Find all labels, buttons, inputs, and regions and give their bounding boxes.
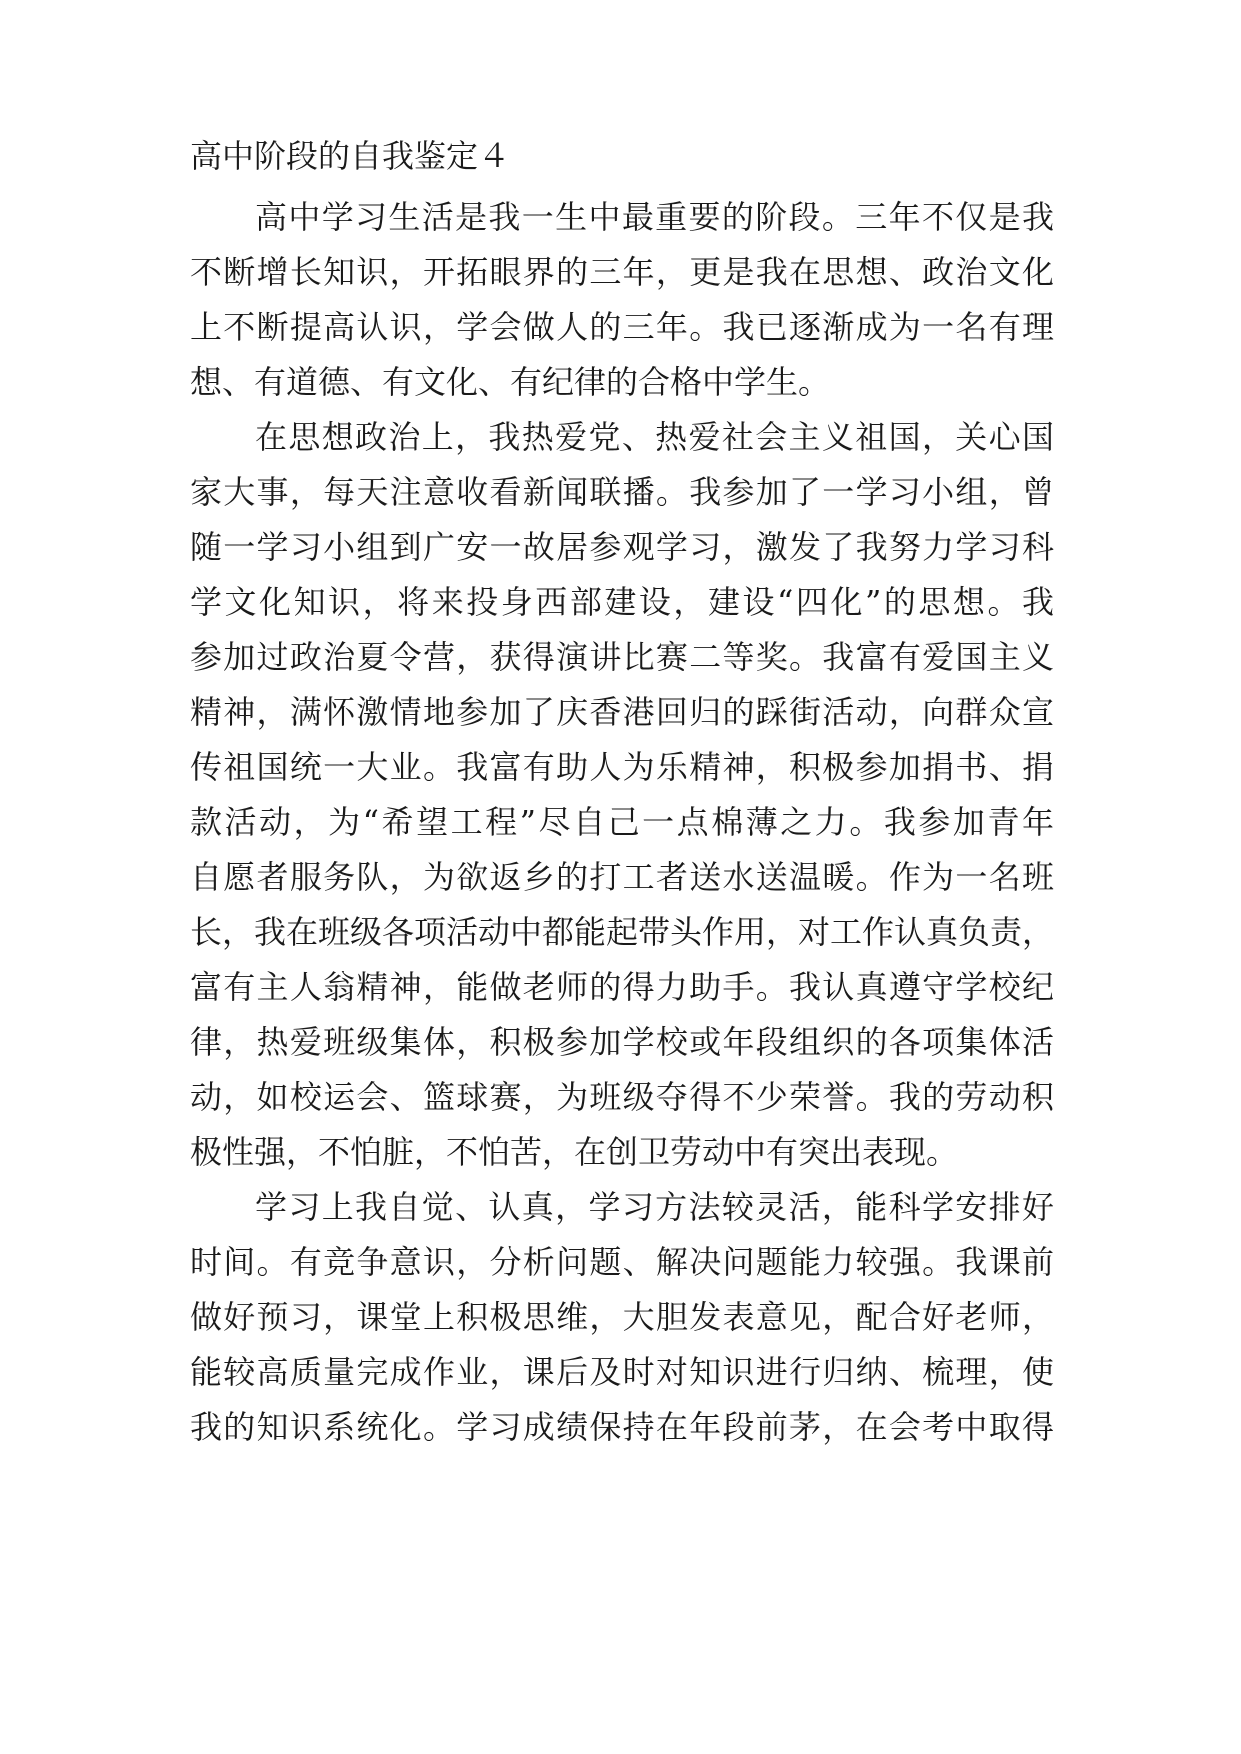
paragraph-line: 想、有道德、有文化、有纪律的合格中学生。 xyxy=(190,363,831,401)
paragraph-line: 我的知识系统化。学习成绩保持在年段前茅，在会考中取得 xyxy=(190,1408,1054,1446)
document-title: 高中阶段的自我鉴定４ xyxy=(190,137,511,175)
paragraph-line: 自愿者服务队，为欲返乡的打工者送水送温暖。作为一名班 xyxy=(190,858,1054,896)
paragraph-line: 学习上我自觉、认真，学习方法较灵活，能科学安排好 xyxy=(255,1188,1054,1226)
paragraph-line: 长，我在班级各项活动中都能起带头作用，对工作认真负责， xyxy=(190,913,1055,951)
paragraph-line: 不断增长知识，开拓眼界的三年，更是我在思想、政治文化 xyxy=(190,253,1054,291)
paragraph-line: 学文化知识，将来投身西部建设，建设“四化”的思想。我 xyxy=(190,583,1054,621)
paragraph-line: 律，热爱班级集体，积极参加学校或年段组织的各项集体活 xyxy=(190,1023,1054,1061)
paragraph-line: 富有主人翁精神，能做老师的得力助手。我认真遵守学校纪 xyxy=(190,968,1054,1006)
paragraph-line: 做好预习，课堂上积极思维，大胆发表意见，配合好老师， xyxy=(190,1298,1054,1336)
paragraph-line: 家大事，每天注意收看新闻联播。我参加了一学习小组，曾 xyxy=(190,473,1054,511)
paragraph-line: 精神，满怀激情地参加了庆香港回归的踩街活动，向群众宣 xyxy=(190,693,1054,731)
paragraph-line: 上不断提高认识，学会做人的三年。我已逐渐成为一名有理 xyxy=(190,308,1054,346)
paragraph-line: 传祖国统一大业。我富有助人为乐精神，积极参加捐书、捐 xyxy=(190,748,1054,786)
paragraph-line: 高中学习生活是我一生中最重要的阶段。三年不仅是我 xyxy=(255,198,1054,236)
paragraph-line: 能较高质量完成作业，课后及时对知识进行归纳、梳理，使 xyxy=(190,1353,1054,1391)
paragraph-line: 参加过政治夏令营，获得演讲比赛二等奖。我富有爱国主义 xyxy=(190,638,1054,676)
paragraph-line: 在思想政治上，我热爱党、热爱社会主义祖国，关心国 xyxy=(255,418,1054,456)
paragraph-line: 极性强，不怕脏，不怕苦，在创卫劳动中有突出表现。 xyxy=(190,1133,959,1171)
paragraph-line: 款活动，为“希望工程”尽自己一点棉薄之力。我参加青年 xyxy=(190,803,1054,841)
paragraph-line: 时间。有竞争意识，分析问题、解决问题能力较强。我课前 xyxy=(190,1243,1054,1281)
paragraph-line: 动，如校运会、篮球赛，为班级夺得不少荣誉。我的劳动积 xyxy=(190,1078,1054,1116)
paragraph-line: 随一学习小组到广安一故居参观学习，激发了我努力学习科 xyxy=(190,528,1054,566)
